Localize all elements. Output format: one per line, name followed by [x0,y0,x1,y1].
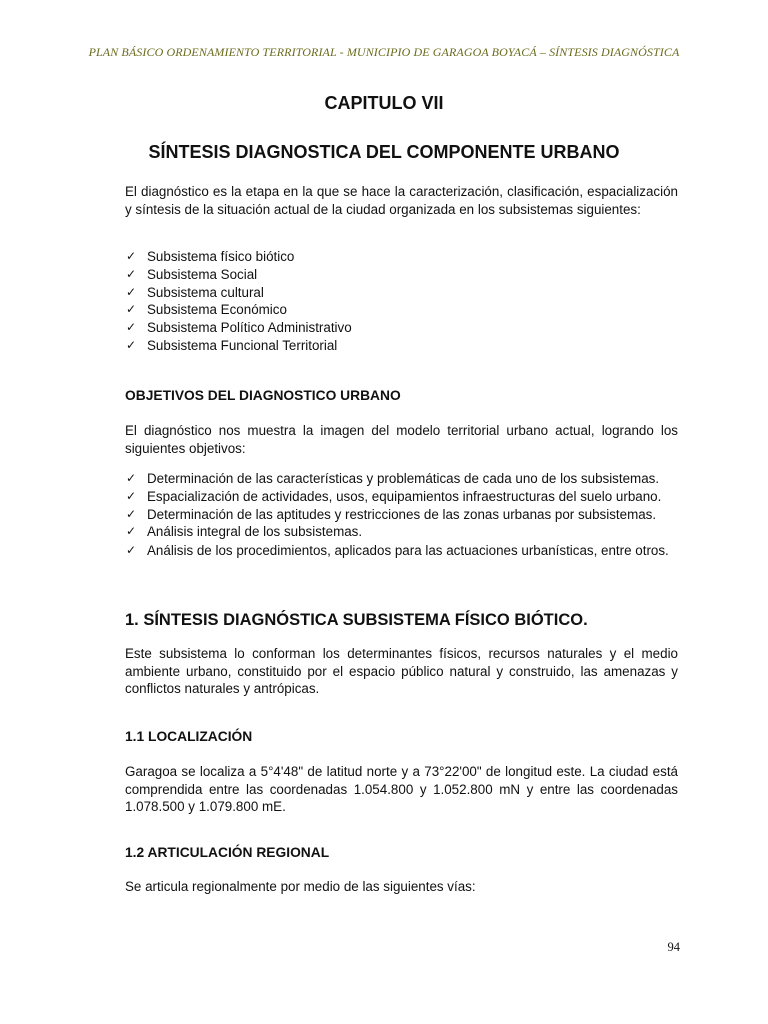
list-item: ✓ Subsistema cultural [126,284,264,300]
list-item: ✓ Determinación de las características y problemáticas de cada uno de los subsistemas. [126,471,660,486]
running-header: PLAN BÁSICO ORDENAMIENTO TERRITORIAL - MUNICIPIO DE GARAGOA BOYACÁ – SÍNTESIS DIAGNÓSTICA [88,45,680,59]
objectives-list [125,470,678,561]
list-item: ✓ Subsistema Económico [126,302,287,318]
page-title: SÍNTESIS DIAGNOSTICA DEL COMPONENTE URBANO [148,142,620,162]
page-number: 94 [667,940,680,954]
section-1-2-heading: 1.2 ARTICULACIÓN REGIONAL [125,845,330,860]
chapter-title: CAPITULO VII [324,93,444,113]
list-item: ✓ Análisis integral de los subsistemas. [126,524,363,540]
objectives-intro: El diagnóstico nos muestra la imagen del modelo territorial urbano actual, logrando los siguientes objetivos: [125,423,678,456]
section-1-1-paragraph: Garagoa se localiza a 5°4'48" de latitud norte y a 73°22'00" de longitud este. La ciudad está comprendida entre las coordenadas 1.054.800 y 1.052.800 mN y entre las coordenadas 1.078.500 y 1.079.800 mE. [125,764,678,814]
check-icon: ✓ [126,284,137,299]
check-icon: ✓ [126,249,137,263]
section-1-paragraph: Este subsistema lo conforman los determinantes físicos, recursos naturales y el medio ambiente urbano, constituido por el espacio público natural y construido, las amenazas y conflictos naturales y antrópicas. [125,646,678,696]
list-item: ✓ Determinación de las aptitudes y restricciones de las zonas urbanas por subsistemas. [126,506,657,522]
check-icon: ✓ [126,337,137,352]
check-icon: ✓ [126,506,137,521]
check-icon: ✓ [126,302,137,317]
check-icon: ✓ [126,488,137,503]
check-icon: ✓ [126,266,137,281]
check-icon: ✓ [126,471,137,485]
list-item: ✓ Subsistema físico biótico [126,249,295,264]
objectives-heading: OBJETIVOS DEL DIAGNOSTICO URBANO [125,388,401,403]
list-item: ✓ Subsistema Funcional Territorial [126,337,338,353]
list-item: ✓ Espacialización de actividades, usos, equipamientos infraestructuras del suelo urbano. [126,488,662,504]
section-1-1-heading: 1.1 LOCALIZACIÓN [125,729,253,744]
list-item: ✓ Subsistema Social [126,266,258,282]
list-item: ✓ Análisis de los procedimientos, aplicados para las actuaciones urbanísticas, entre otros. [125,541,678,561]
intro-paragraph: El diagnóstico es la etapa en la que se hace la caracterización, clasificación, espacialización y síntesis de la situación actual de la ciudad organizada en los subsistemas siguientes: [125,184,678,217]
check-icon: ✓ [126,543,137,558]
check-icon: ✓ [126,320,137,335]
section-1-heading: 1. SÍNTESIS DIAGNÓSTICA SUBSISTEMA FÍSICO BIÓTICO. [125,611,588,629]
subsystems-list [125,248,678,355]
check-icon: ✓ [126,524,137,539]
list-item: ✓ Subsistema Político Administrativo [126,320,352,336]
section-1-2-paragraph: Se articula regionalmente por medio de las siguientes vías: [125,879,476,894]
